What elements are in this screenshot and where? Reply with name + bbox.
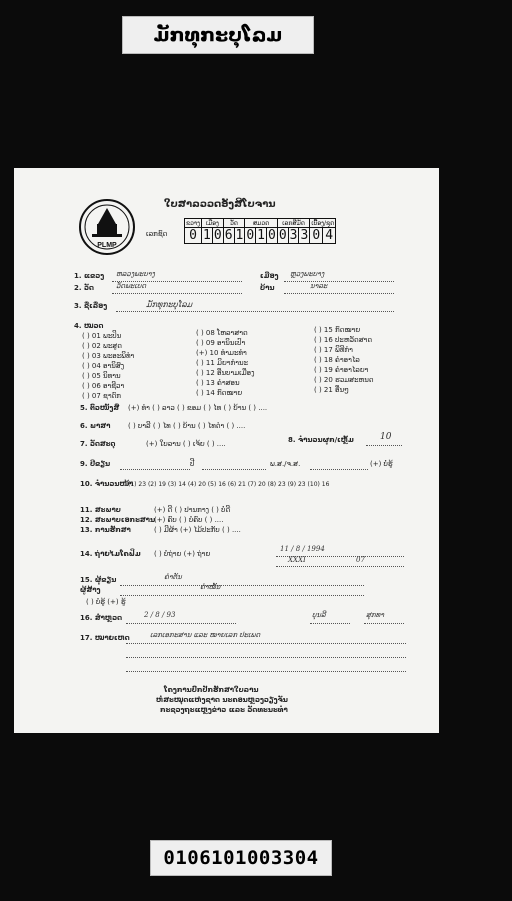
category-option: ( ) 17 ພິທີກຳ: [314, 346, 353, 354]
field-province-label: 1. ແຂວງ: [74, 272, 105, 280]
plmp-logo-icon: [78, 198, 136, 256]
field-scribe-label: 15. ຜູ້ຂຽນ: [80, 576, 117, 584]
category-option: ( ) 20 ຮວມສະຫນດ: [314, 376, 374, 384]
code-digit: 0: [213, 228, 222, 243]
code-digit: 0: [278, 228, 287, 243]
document-id-card: 0106101003304: [150, 840, 332, 876]
code-digit: 0: [246, 228, 255, 243]
field-condition-label: 11. ສະພາບ: [80, 506, 121, 514]
code-digit: 0: [310, 228, 323, 244]
field-sponsor-value: ຄຳໝັ້ນ: [200, 583, 221, 591]
field-year-label: 9. ປີຂຽນ: [80, 460, 111, 468]
category-option: ( ) 16 ປະຫວັດສາດ: [314, 336, 373, 344]
field-year-unknown: (+) ບໍ່ຮູ້: [370, 460, 393, 468]
category-col-1: [82, 331, 134, 401]
field-pages-values: (1) 23 (2) 19 (3) 14 (4) 20 (5) 16 (6) 21 (7) 20 (8) 23 (9) 23 (10) 16: [128, 481, 330, 488]
code-digit: 1: [235, 228, 244, 243]
field-title-value: ມັກທຸກະບຸໂລມ: [146, 300, 193, 309]
field-preservation-options: ( ) ມີຜ້າ (+) ໄມ້ປະກັບ ( ) ....: [154, 526, 241, 534]
category-option: ( ) 04 ອານິສົງ: [82, 362, 125, 370]
category-col-3: [314, 325, 374, 395]
code-label: ເລກຊົດ: [146, 230, 168, 238]
code-table: [184, 218, 336, 244]
code-header: ວັດ: [223, 219, 245, 228]
category-option: ( ) 06 ອາຊີວາ: [82, 382, 125, 390]
code-digit: 3: [300, 228, 309, 243]
field-microfilm-date: 11 / 8 / 1994: [280, 545, 325, 553]
footer-line-3: ກະຊວງຖະແຫຼງຂ່າວ ແລະ ວັດທະນະທຳ: [160, 706, 288, 714]
field-fascicle-label: 8. ຈຳນວນຜູກ/ເຫຼັ້ມ: [288, 436, 354, 444]
field-scribe-value: ຄຳຕັນ: [164, 573, 182, 581]
category-option: ( ) 07 ຊາດົກ: [82, 392, 121, 400]
survey-form-sheet: [14, 168, 439, 733]
field-year-era: ພ.ສ./ຈ.ສ.: [270, 460, 301, 468]
code-header: ເມືອງ: [202, 219, 224, 228]
category-option: ( ) 13 ຄຳສອນ: [196, 379, 240, 387]
field-district-label: ເມືອງ: [260, 272, 279, 280]
field-material-label: 7. ວັດສະດຸ: [80, 440, 116, 448]
field-microfilm-options: ( ) ບໍ່ຖ່າຍ (+) ຖ່າຍ: [154, 550, 211, 558]
field-pages-label: 10. ຈຳນວນໜ້າ: [80, 480, 134, 488]
footer-line-1: ໂຄງການປົກປັກຮັກສາໃບລານ: [164, 686, 259, 694]
field-microfilm-reel: XXXI: [288, 556, 306, 564]
field-fascicle-value: 10: [380, 432, 392, 442]
field-sponsor-label: ຜູ້ສ້າງ: [80, 586, 101, 594]
category-col-2: [196, 328, 255, 398]
field-temple-value: ວັດພະເບດ: [116, 282, 147, 290]
category-option: ( ) 18 ຄຳອາໄລ: [314, 356, 360, 364]
category-option: ( ) 21 ອື່ນໆ: [314, 386, 349, 394]
field-temple-label: 2. ວັດ: [74, 284, 94, 292]
category-option: ( ) 05 ນິທານ: [82, 372, 121, 380]
field-survey-label: 16. ສຳຫຼວດ: [80, 614, 123, 622]
category-option: ( ) 12 ອືນບາມເມືອງ: [196, 369, 255, 377]
field-language-label: 6. ພາສາ: [80, 422, 111, 430]
code-digit: 4: [323, 228, 336, 244]
field-microfilm-label: 14. ຖ່າຍໄມໂຄຟິມ: [80, 550, 141, 558]
field-village-value: ນາລະ: [310, 282, 328, 290]
field-category-label: 4. ໝວດ: [74, 322, 104, 330]
field-language-options: ( ) ບາລີ ( ) ໄທ ( ) ບ້ານ ( ) ໄທດຳ ( ) ....: [128, 422, 246, 430]
field-completeness-label: 12. ສະພາບເອກະສານ: [80, 516, 156, 524]
field-material-options: (+) ໃບລານ ( ) ເຈ້ຍ ( ) ....: [146, 440, 226, 448]
code-header: ເລກສີມັດ: [277, 219, 309, 228]
category-option: ( ) 14 ກົດໝາຍ: [196, 389, 243, 397]
form-title: ໃບສາລວວດອັງສີໂບຈານ: [164, 199, 276, 210]
category-option: ( ) 08 ໂຫລາສາດ: [196, 329, 248, 337]
code-header: ເບື້ອງ/ຊຸດ: [311, 219, 335, 227]
category-option: ( ) 15 ກົດໝາຍ: [314, 326, 361, 334]
title-card: ມັກທຸກະບຸໂລມ: [122, 16, 314, 54]
code-digit: 1: [257, 228, 265, 243]
field-remarks-label: 17. ໝາຍເຫດ: [80, 634, 130, 642]
category-option: (+) 10 ທຳມະທຳ: [196, 349, 247, 357]
code-digit: 1: [203, 228, 211, 243]
field-scribe-options: ( ) ບໍ່ຮູ້ (+) ຮູ້: [86, 598, 126, 606]
logo-text: PLMP: [97, 242, 117, 249]
category-option: ( ) 01 ພະປິນ: [82, 332, 122, 340]
code-header: ສມວດ: [245, 219, 277, 228]
field-script-options: (+) ທຳ ( ) ລາວ ( ) ຂອມ ( ) ໄທ ( ) ບ້ານ ( ) ....: [128, 404, 268, 412]
field-title-label: 3. ຊື່ເລື່ອງ: [74, 302, 108, 310]
code-digit: 3: [289, 228, 298, 243]
field-completeness-options: (+) ຄົບ ( ) ບໍ່ຄົບ ( ) ....: [154, 516, 224, 524]
category-option: ( ) 11 ມິຍາກຳນະ: [196, 359, 249, 367]
field-surveyor-2: ສຸກທາ: [366, 611, 384, 619]
field-surveyor-1: ບຸນລີ: [312, 611, 326, 619]
category-option: ( ) 02 ພະສູດ: [82, 342, 122, 350]
field-remarks-value: ເລກເອກະສານ ແລະ ໝາຍເລກ ປະເພດ: [150, 631, 261, 639]
field-preservation-label: 13. ການຮັກສາ: [80, 526, 131, 534]
category-option: ( ) 09 ອານິນເປົາ: [196, 339, 246, 347]
code-digit: 0: [185, 228, 202, 244]
field-year-mid: ປີ: [190, 460, 195, 468]
field-condition-options: (+) ດີ ( ) ປານກາງ ( ) ບໍ່ດີ: [154, 506, 231, 514]
field-village-label: ບ້ານ: [260, 284, 275, 292]
field-district-value: ຫຼວງພະບາງ: [290, 270, 325, 278]
category-option: ( ) 19 ຄຳອາໄລຍາ: [314, 366, 369, 374]
field-microfilm-frame: 07: [356, 556, 365, 564]
category-option: ( ) 03 ພະອະພິທຳ: [82, 352, 135, 360]
code-digit: 0: [268, 228, 276, 243]
field-province-value: ຫລວງພະບາງ: [116, 270, 155, 278]
footer-line-2: ຫໍສະໝຸດແຫ່ງຊາດ ນະຄອນຫຼວງວຽງຈັນ: [156, 696, 288, 704]
field-script-label: 5. ຕົວໜັງສື: [80, 404, 120, 412]
code-header: ຂວາງ: [186, 219, 201, 227]
field-survey-date: 2 / 8 / 93: [144, 611, 176, 619]
code-digit: 6: [224, 228, 233, 243]
